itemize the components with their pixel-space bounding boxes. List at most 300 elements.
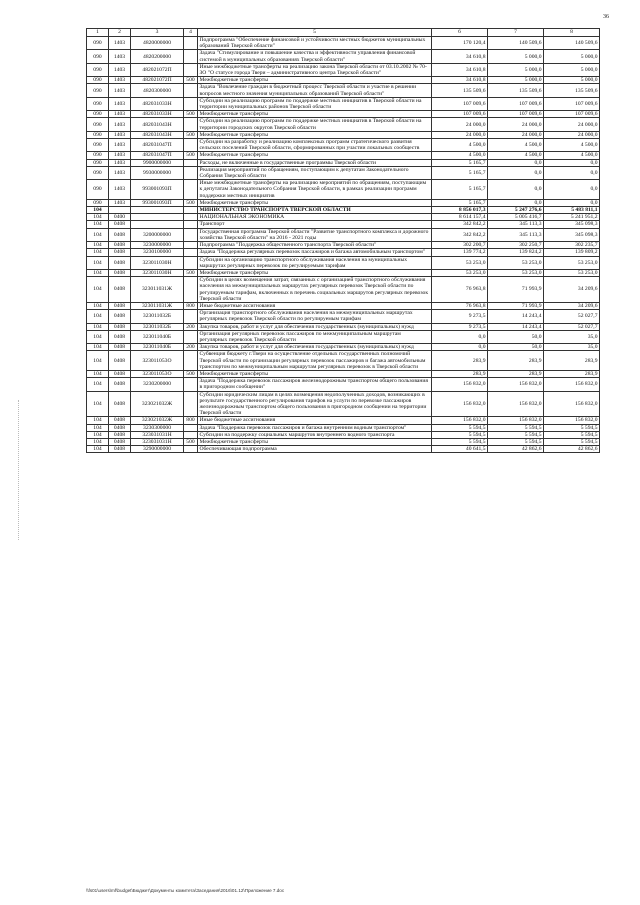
amount-year1-cell: 156 832,0 [432, 417, 488, 424]
table-row [87, 97, 600, 110]
table-row [87, 424, 600, 431]
amount-year3-cell: 140 509,6 [544, 37, 600, 50]
target-article-cell: 323011031Ж [131, 302, 184, 309]
target-article-cell: 323011032Б [131, 310, 184, 323]
grbs-code-cell: 090 [87, 63, 109, 76]
grbs-code-cell: 090 [87, 166, 109, 179]
expense-type-cell: 800 [184, 302, 198, 309]
item-name-cell: Организация транспортного обслуживания населения на межмуниципальных маршрутах регулярных перевозок Тверской области по регулируемым тарифам [198, 310, 432, 323]
section-code-cell: 1403 [109, 77, 131, 84]
amount-year1-cell: 283,9 [432, 351, 488, 371]
target-article-cell: 993001093П [131, 199, 184, 206]
amount-year3-cell: 135 509,6 [544, 84, 600, 97]
table-row [87, 431, 600, 438]
item-name-cell: МИНИСТЕРСТВО ТРАНСПОРТА ТВЕРСКОЙ ОБЛАСТИ [198, 207, 432, 214]
amount-year1-cell: 8 856 017,3 [432, 207, 488, 214]
target-article-cell: 4820300000 [131, 84, 184, 97]
grbs-code-cell: 090 [87, 118, 109, 131]
section-code-cell: 1403 [109, 131, 131, 138]
amount-year1-cell: 9 273,5 [432, 310, 488, 323]
expense-type-cell [184, 330, 198, 343]
grbs-code-cell: 104 [87, 214, 109, 221]
grbs-code-cell: 090 [87, 97, 109, 110]
amount-year1-cell: 5 594,5 [432, 438, 488, 445]
expense-type-cell: 500 [184, 131, 198, 138]
target-article-cell: 482031047П [131, 152, 184, 159]
table-row [87, 221, 600, 228]
section-code-cell: 0408 [109, 438, 131, 445]
amount-year1-cell: 156 832,0 [432, 391, 488, 417]
amount-year2-cell: 4 500,0 [488, 139, 544, 152]
item-name-cell: Задача "Вовлечение граждан в бюджетный процесс Тверской области и участие в решении вопросов местного значения муниципальных образований Тверской области" [198, 84, 432, 97]
section-code-cell: 1403 [109, 97, 131, 110]
grbs-code-cell: 090 [87, 199, 109, 206]
header-row [87, 29, 600, 37]
item-name-cell: Государственная программа Тверской области "Развитие транспортного комплекса и дорожного хозяйства Тверской области" на 2016 - 2021 годы [198, 228, 432, 241]
item-name-cell: Закупка товаров, работ и услуг для обеспечения государственных (муниципальных) нужд [198, 344, 432, 351]
amount-year3-cell: 4 500,0 [544, 152, 600, 159]
target-article-cell: 323011030Н [131, 256, 184, 269]
grbs-code-cell: 104 [87, 351, 109, 371]
item-name-cell: Межбюджетные трансферты [198, 152, 432, 159]
item-name-cell: Межбюджетные трансферты [198, 77, 432, 84]
expense-type-cell [184, 207, 198, 214]
amount-year1-cell: 283,9 [432, 370, 488, 377]
grbs-code-cell: 104 [87, 370, 109, 377]
item-name-cell: Расходы, не включенные в государственные программы Тверской области [198, 159, 432, 166]
header-cell: 5 [198, 29, 432, 37]
item-name-cell: Субсидии на реализацию программ по поддержке местных инициатив в Тверской области на территории городских округов Тверской области [198, 118, 432, 131]
grbs-code-cell: 104 [87, 256, 109, 269]
amount-year3-cell: 156 832,0 [544, 417, 600, 424]
expense-type-cell [184, 310, 198, 323]
amount-year2-cell: 71 993,9 [488, 302, 544, 309]
section-code-cell: 0408 [109, 310, 131, 323]
section-code-cell: 0408 [109, 417, 131, 424]
amount-year2-cell: 53 253,0 [488, 269, 544, 276]
file-path-footer: \\fs01\users\mf\budget\Бюджет\Документы комитета\Заседания\2016\01.12\Приложение 7.doc [86, 888, 285, 893]
amount-year2-cell: 345 113,3 [488, 228, 544, 241]
grbs-code-cell: 090 [87, 180, 109, 200]
amount-year2-cell: 71 993,9 [488, 277, 544, 303]
table-row [87, 139, 600, 152]
budget-table [86, 28, 600, 453]
expense-type-cell [184, 221, 198, 228]
amount-year2-cell: 140 509,6 [488, 37, 544, 50]
amount-year2-cell: 5 594,5 [488, 438, 544, 445]
item-name-cell: НАЦИОНАЛЬНАЯ ЭКОНОМИКА [198, 214, 432, 221]
amount-year1-cell: 5 165,7 [432, 166, 488, 179]
amount-year3-cell: 5 594,5 [544, 431, 600, 438]
expense-type-cell [184, 214, 198, 221]
section-code-cell: 0408 [109, 302, 131, 309]
target-article-cell: 482031043Н [131, 131, 184, 138]
header-cell: 1 [87, 29, 109, 37]
header-cell: 3 [131, 29, 184, 37]
target-article-cell: 323031031Н [131, 431, 184, 438]
amount-year2-cell: 135 509,6 [488, 84, 544, 97]
table-row [87, 166, 600, 179]
header-cell: 4 [184, 29, 198, 37]
section-code-cell: 0408 [109, 221, 131, 228]
amount-year3-cell: 42 862,6 [544, 446, 600, 453]
page-number: 36 [603, 14, 609, 20]
table-row [87, 180, 600, 200]
amount-year3-cell: 5 241 951,2 [544, 214, 600, 221]
target-article-cell: 482031033Н [131, 111, 184, 118]
amount-year3-cell: 35,0 [544, 344, 600, 351]
amount-year3-cell: 4 500,0 [544, 139, 600, 152]
expense-type-cell [184, 391, 198, 417]
section-code-cell: 1403 [109, 159, 131, 166]
grbs-code-cell: 090 [87, 159, 109, 166]
target-article-cell: 323011032Б [131, 323, 184, 330]
grbs-code-cell: 104 [87, 378, 109, 391]
grbs-code-cell: 104 [87, 391, 109, 417]
item-name-cell: Транспорт [198, 221, 432, 228]
amount-year2-cell: 5 000,0 [488, 63, 544, 76]
grbs-code-cell: 104 [87, 269, 109, 276]
section-code-cell: 1403 [109, 166, 131, 179]
item-name-cell: Субсидии на поддержку социальных маршрутов внутреннего водного транспорта [198, 431, 432, 438]
section-code-cell: 0408 [109, 378, 131, 391]
table-row [87, 302, 600, 309]
table-row [87, 63, 600, 76]
section-code-cell: 1403 [109, 84, 131, 97]
item-name-cell: Иные межбюджетные трансферты на реализацию закона Тверской области от 03.10.2002 № 70-ЗО "О статусе города Твери – административного центра Тверской области" [198, 63, 432, 76]
grbs-code-cell: 104 [87, 277, 109, 303]
amount-year3-cell: 53 253,0 [544, 256, 600, 269]
expense-type-cell [184, 139, 198, 152]
amount-year3-cell: 107 009,6 [544, 111, 600, 118]
grbs-code-cell: 090 [87, 84, 109, 97]
amount-year2-cell: 0,0 [488, 199, 544, 206]
table-row [87, 378, 600, 391]
item-name-cell: Задача "Поддержка регулярных перевозок пассажиров и багажа автомобильным транспортом" [198, 249, 432, 256]
grbs-code-cell: 090 [87, 111, 109, 118]
target-article-cell: 323021032Ж [131, 417, 184, 424]
grbs-code-cell: 090 [87, 131, 109, 138]
item-name-cell: Межбюджетные трансферты [198, 131, 432, 138]
amount-year1-cell: 342 842,2 [432, 228, 488, 241]
amount-year3-cell: 34 209,6 [544, 302, 600, 309]
amount-year3-cell: 34 209,6 [544, 277, 600, 303]
amount-year1-cell: 4 500,0 [432, 139, 488, 152]
amount-year2-cell: 53 253,0 [488, 256, 544, 269]
amount-year2-cell: 24 000,0 [488, 131, 544, 138]
amount-year3-cell: 0,0 [544, 199, 600, 206]
section-code-cell: 0408 [109, 323, 131, 330]
table-row [87, 131, 600, 138]
amount-year2-cell: 24 000,0 [488, 118, 544, 131]
amount-year1-cell: 24 000,0 [432, 118, 488, 131]
target-article-cell: 323031031Н [131, 438, 184, 445]
amount-year3-cell: 345 098,3 [544, 228, 600, 241]
section-code-cell: 1403 [109, 180, 131, 200]
item-name-cell: Межбюджетные трансферты [198, 111, 432, 118]
grbs-code-cell: 104 [87, 344, 109, 351]
expense-type-cell [184, 378, 198, 391]
amount-year1-cell: 342 842,2 [432, 221, 488, 228]
amount-year1-cell: 135 509,6 [432, 84, 488, 97]
section-code-cell: 1403 [109, 50, 131, 63]
amount-year3-cell: 156 832,0 [544, 378, 600, 391]
header-cell: 6 [432, 29, 488, 37]
grbs-code-cell: 104 [87, 242, 109, 249]
expense-type-cell [184, 424, 198, 431]
amount-year3-cell: 52 027,7 [544, 323, 600, 330]
expense-type-cell [184, 97, 198, 110]
amount-year1-cell: 5 594,5 [432, 424, 488, 431]
section-code-cell: 0408 [109, 228, 131, 241]
section-code-cell: 0408 [109, 269, 131, 276]
amount-year3-cell: 53 253,0 [544, 269, 600, 276]
item-name-cell: Межбюджетные трансферты [198, 438, 432, 445]
expense-type-cell: 500 [184, 370, 198, 377]
amount-year1-cell: 0,0 [432, 330, 488, 343]
amount-year2-cell: 42 862,6 [488, 446, 544, 453]
expense-type-cell: 500 [184, 199, 198, 206]
amount-year1-cell: 76 963,8 [432, 277, 488, 303]
section-code-cell: 0408 [109, 256, 131, 269]
section-code-cell: 0408 [109, 370, 131, 377]
table-row [87, 77, 600, 84]
expense-type-cell: 200 [184, 344, 198, 351]
section-code-cell: 1403 [109, 118, 131, 131]
target-article-cell: 482021072П [131, 77, 184, 84]
section-code-cell: 0408 [109, 351, 131, 371]
amount-year1-cell: 156 832,0 [432, 378, 488, 391]
amount-year3-cell: 5 000,0 [544, 50, 600, 63]
item-name-cell: Иные бюджетные ассигнования [198, 417, 432, 424]
amount-year2-cell: 302 250,7 [488, 242, 544, 249]
expense-type-cell [184, 37, 198, 50]
amount-year2-cell: 156 832,0 [488, 378, 544, 391]
section-code-cell: 1403 [109, 139, 131, 152]
amount-year3-cell: 0,0 [544, 159, 600, 166]
item-name-cell: Межбюджетные трансферты [198, 269, 432, 276]
amount-year3-cell: 52 027,7 [544, 310, 600, 323]
section-code-cell: 0408 [109, 277, 131, 303]
amount-year1-cell: 9 273,5 [432, 323, 488, 330]
amount-year3-cell: 107 009,6 [544, 97, 600, 110]
table-row [87, 351, 600, 371]
item-name-cell: Субсидии юридическим лицам в целях возмещения недополученных доходов, возникающих в результате государственного регулирования тарифов на услуги по перевозке пассажиров железнодорожным транспортом общего пользования в пригородном сообщении на территории Тверской области [198, 391, 432, 417]
amount-year1-cell: 302 200,7 [432, 242, 488, 249]
table-row [87, 111, 600, 118]
table-row [87, 159, 600, 166]
amount-year1-cell: 170 120,4 [432, 37, 488, 50]
amount-year2-cell: 345 113,3 [488, 221, 544, 228]
amount-year1-cell: 5 165,7 [432, 159, 488, 166]
expense-type-cell [184, 159, 198, 166]
target-article-cell: 323011040Б [131, 330, 184, 343]
item-name-cell: Задача "Поддержка перевозок пассажиров железнодорожным транспортом общего пользования в пригородном сообщении" [198, 378, 432, 391]
item-name-cell: Обеспечивающая подпрограмма [198, 446, 432, 453]
table-row [87, 118, 600, 131]
amount-year1-cell: 34 610,8 [432, 77, 488, 84]
expense-type-cell: 800 [184, 417, 198, 424]
item-name-cell: Субсидии на реализацию программ по поддержке местных инициатив в Тверской области на территории муниципальных районов Тверской области [198, 97, 432, 110]
table-row [87, 323, 600, 330]
amount-year3-cell: 283,9 [544, 351, 600, 371]
expense-type-cell [184, 118, 198, 131]
expense-type-cell: 500 [184, 438, 198, 445]
amount-year1-cell: 107 009,6 [432, 111, 488, 118]
amount-year2-cell: 5 247 276,6 [488, 207, 544, 214]
table-row [87, 249, 600, 256]
amount-year2-cell: 5 005 416,7 [488, 214, 544, 221]
table-row [87, 256, 600, 269]
target-article-cell: 3230200000 [131, 378, 184, 391]
amount-year2-cell: 283,9 [488, 351, 544, 371]
item-name-cell: Субсидии в целях возмещения затрат, связанных с организацией транспортного обслуживания населения на межмуниципальных маршрутах регулярных перевозок Тверской области по регулируемым тарифам, включенных в перечень социальных маршрутов регулярных перевозок Тверской области [198, 277, 432, 303]
amount-year3-cell: 5 594,5 [544, 438, 600, 445]
table-row [87, 370, 600, 377]
grbs-code-cell: 104 [87, 446, 109, 453]
section-code-cell: 0408 [109, 344, 131, 351]
target-article-cell [131, 207, 184, 214]
table-row [87, 228, 600, 241]
amount-year2-cell: 4 500,0 [488, 152, 544, 159]
amount-year3-cell: 345 098,3 [544, 221, 600, 228]
amount-year1-cell: 107 009,6 [432, 97, 488, 110]
amount-year1-cell: 34 610,8 [432, 50, 488, 63]
target-article-cell: 4820000000 [131, 37, 184, 50]
amount-year3-cell: 5 000,0 [544, 77, 600, 84]
section-code-cell: 0408 [109, 330, 131, 343]
amount-year3-cell: 156 832,0 [544, 391, 600, 417]
table-row [87, 242, 600, 249]
section-code-cell: 1403 [109, 63, 131, 76]
expense-type-cell [184, 228, 198, 241]
expense-type-cell [184, 431, 198, 438]
table-row [87, 310, 600, 323]
grbs-code-cell: 104 [87, 438, 109, 445]
section-code-cell: 0408 [109, 249, 131, 256]
target-article-cell: 3230000000 [131, 242, 184, 249]
item-name-cell: Реализация мероприятий по обращениям, поступающим к депутатам Законодательного Собрания Тверской области [198, 166, 432, 179]
target-article-cell: 323011030Н [131, 269, 184, 276]
table-row [87, 199, 600, 206]
expense-type-cell [184, 242, 198, 249]
amount-year2-cell: 5 594,5 [488, 424, 544, 431]
section-code-cell: 1403 [109, 111, 131, 118]
amount-year1-cell: 0,0 [432, 344, 488, 351]
table-row [87, 84, 600, 97]
grbs-code-cell: 104 [87, 249, 109, 256]
target-article-cell: 323021032Ж [131, 391, 184, 417]
table-row [87, 391, 600, 417]
scan-margin-marks [18, 400, 21, 540]
grbs-code-cell: 104 [87, 431, 109, 438]
target-article-cell: 323011053О [131, 370, 184, 377]
amount-year3-cell: 5 483 811,1 [544, 207, 600, 214]
table-row [87, 37, 600, 50]
amount-year1-cell: 139 774,2 [432, 249, 488, 256]
grbs-code-cell: 104 [87, 302, 109, 309]
table-row [87, 152, 600, 159]
item-name-cell: Задача "Стимулирование и повышение качества и эффективности управления финансовой системой в муниципальных образованиях Тверской области" [198, 50, 432, 63]
expense-type-cell: 500 [184, 152, 198, 159]
amount-year1-cell: 8 614 157,4 [432, 214, 488, 221]
target-article-cell: 9930000000 [131, 166, 184, 179]
amount-year2-cell: 5 594,5 [488, 431, 544, 438]
item-name-cell: Подпрограмма "Поддержка общественного транспорта Тверской области" [198, 242, 432, 249]
amount-year2-cell: 50,0 [488, 344, 544, 351]
target-article-cell [131, 221, 184, 228]
target-article-cell: 993001093П [131, 180, 184, 200]
target-article-cell: 482021072П [131, 63, 184, 76]
target-article-cell: 9900000000 [131, 159, 184, 166]
section-code-cell: 0408 [109, 242, 131, 249]
expense-type-cell [184, 166, 198, 179]
grbs-code-cell: 104 [87, 207, 109, 214]
section-code-cell: 1403 [109, 199, 131, 206]
item-name-cell: Задача "Поддержка перевозок пассажиров и багажа внутренним водным транспортом" [198, 424, 432, 431]
amount-year3-cell: 24 000,0 [544, 131, 600, 138]
expense-type-cell [184, 50, 198, 63]
grbs-code-cell: 104 [87, 424, 109, 431]
header-cell: 7 [488, 29, 544, 37]
table-row [87, 344, 600, 351]
expense-type-cell: 200 [184, 323, 198, 330]
grbs-code-cell: 104 [87, 228, 109, 241]
grbs-code-cell: 104 [87, 221, 109, 228]
item-name-cell: Субвенция бюджету г.Твери на осуществление отдельных государственных полномочий Тверской области по организации регулярных перевозок пассажиров и багажа автомобильным транспортом по межмуниципальным маршрутам регулярных перевозок в Тверской области [198, 351, 432, 371]
table-row [87, 438, 600, 445]
amount-year2-cell: 5 000,0 [488, 50, 544, 63]
table-row [87, 207, 600, 214]
header-cell: 2 [109, 29, 131, 37]
amount-year2-cell: 50,0 [488, 330, 544, 343]
expense-type-cell [184, 256, 198, 269]
amount-year3-cell: 0,0 [544, 180, 600, 200]
target-article-cell: 3230100000 [131, 249, 184, 256]
grbs-code-cell: 104 [87, 417, 109, 424]
item-name-cell: Закупка товаров, работ и услуг для обеспечения государственных (муниципальных) нужд [198, 323, 432, 330]
target-article-cell: 323011053О [131, 351, 184, 371]
amount-year2-cell: 283,9 [488, 370, 544, 377]
table-row [87, 277, 600, 303]
amount-year3-cell: 302 235,7 [544, 242, 600, 249]
target-article-cell: 4820200000 [131, 50, 184, 63]
section-code-cell: 0408 [109, 431, 131, 438]
amount-year1-cell: 40 641,5 [432, 446, 488, 453]
target-article-cell: 323011031Ж [131, 277, 184, 303]
grbs-code-cell: 104 [87, 323, 109, 330]
expense-type-cell: 500 [184, 269, 198, 276]
amount-year3-cell: 5 000,0 [544, 63, 600, 76]
grbs-code-cell: 104 [87, 310, 109, 323]
amount-year1-cell: 24 000,0 [432, 131, 488, 138]
section-code-cell: 0408 [109, 424, 131, 431]
target-article-cell: 3200000000 [131, 228, 184, 241]
grbs-code-cell: 090 [87, 37, 109, 50]
expense-type-cell [184, 84, 198, 97]
item-name-cell: Подпрограмма "Обеспечение финансовой и устойчивости местных бюджетов муниципальных образований Тверской области" [198, 37, 432, 50]
target-article-cell: 3290000000 [131, 446, 184, 453]
expense-type-cell [184, 180, 198, 200]
section-code-cell: 1403 [109, 37, 131, 50]
section-code-cell: 0400 [109, 214, 131, 221]
section-code-cell: 0408 [109, 446, 131, 453]
grbs-code-cell: 090 [87, 139, 109, 152]
amount-year1-cell: 5 165,7 [432, 199, 488, 206]
item-name-cell: Организация регулярных перевозок пассажиров по межмуниципальным маршрутам регулярных перевозок Тверской области [198, 330, 432, 343]
amount-year2-cell: 14 243,4 [488, 310, 544, 323]
amount-year3-cell: 35,0 [544, 330, 600, 343]
